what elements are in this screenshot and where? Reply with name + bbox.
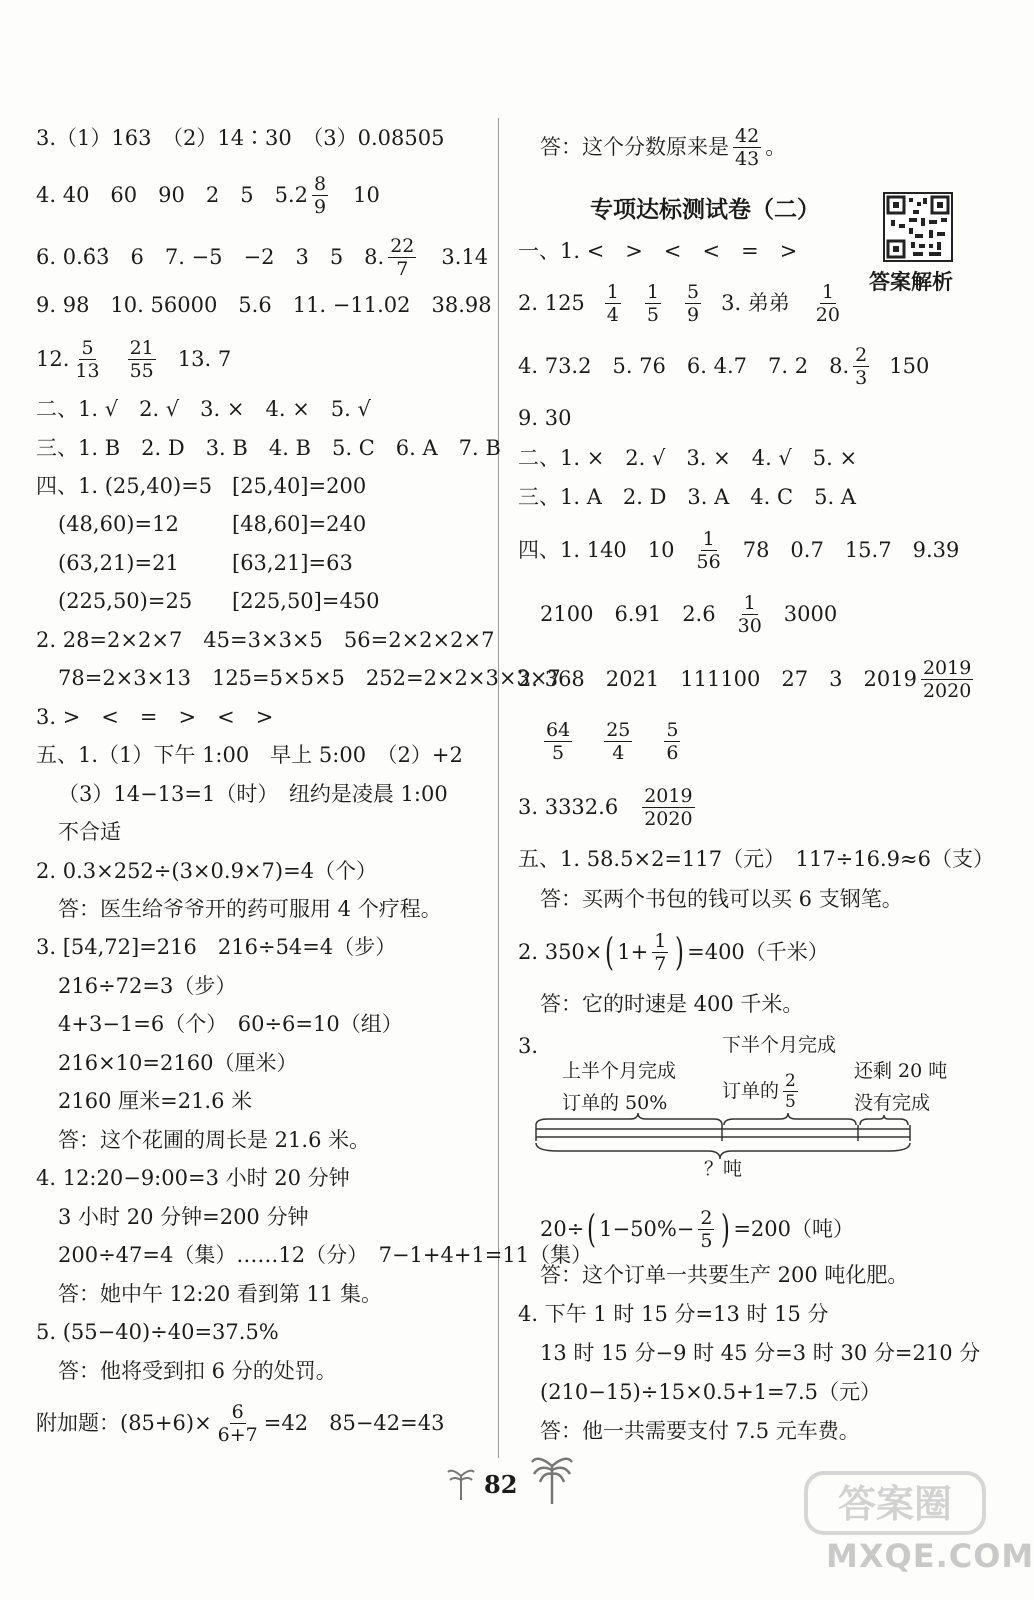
- answer-line: 四、1. 140 10 $\frac{1}{56}$ 78 0.7 15.7 9.39: [518, 527, 960, 573]
- answer-line: 9. 30: [518, 406, 572, 430]
- fraction: $\frac{1}{7}$: [654, 929, 667, 975]
- answer-line: 五、1. 58.5×2=117（元） 117÷16.9≈6（支）: [518, 847, 994, 871]
- answer-line: (63,21)=21: [58, 551, 179, 575]
- answer-line: [225,50]=450: [232, 589, 380, 613]
- page-number: 82: [484, 1470, 518, 1499]
- qr-label: 答案解析: [869, 270, 953, 294]
- answer-line: 答：他将受到扣 6 分的处罚。: [58, 1359, 337, 1383]
- fraction: $\frac{2019}{2020}$: [644, 784, 693, 830]
- answer-line: 2. 125 $\frac{1}{4}$ $\frac{1}{5}$ $\frac{5}{9}$ 3. 弟弟 $\frac{1}{20}$: [518, 280, 840, 326]
- segment-diagram: [518, 1025, 948, 1195]
- answer-line: 4. 12:20−9:00=3 小时 20 分钟: [36, 1166, 350, 1190]
- answer-line: 4. 下午 1 时 15 分=13 时 15 分: [518, 1302, 829, 1326]
- answer-line: 附加题：(85+6)× $\frac{6}{6+7}$ =42 85−42=43: [36, 1400, 445, 1446]
- answer-line: 3. [54,72]=216 216÷54=4（步）: [36, 935, 397, 959]
- answer-line: 2. 0.3×252÷(3×0.9×7)=4（个）: [36, 859, 378, 883]
- answer-line: 四、1. (25,40)=5: [36, 474, 213, 498]
- answer-line: 2. 368 2021 111100 27 3 2019 $\frac{2019}{2020}$: [518, 656, 972, 702]
- svg-text:答案圈: 答案圈: [837, 1482, 953, 1526]
- answer-line: 答：这个分数原来是 $\frac{42}{43}$ 。: [540, 124, 787, 170]
- diagram-label: 上半个月完成: [562, 1060, 677, 1082]
- fraction: $\frac{1}{20}$: [815, 280, 840, 326]
- fraction: $\frac{2019}{2020}$: [922, 656, 972, 702]
- answer-line: 3.（1）163 （2）14∶30 （3）0.08505: [36, 126, 445, 150]
- fraction: $\frac{6}{6+7}$: [217, 1400, 258, 1446]
- fraction: $\frac{25}{4}$: [606, 718, 631, 764]
- answer-line: 5. (55−40)÷40=37.5%: [36, 1320, 279, 1344]
- answer-line: 二、1. √ 2. √ 3. × 4. × 5. √: [36, 397, 371, 421]
- diagram-label: 订单的 $\frac{2}{5}$: [722, 1070, 796, 1112]
- answer-line: 216×10=2160（厘米）: [58, 1051, 298, 1075]
- answer-line: [540, 718, 684, 764]
- answer-line: 2100 6.91 2.6 $\frac{1}{30}$ 3000: [540, 591, 838, 637]
- fraction: $\frac{1}{5}$: [646, 280, 659, 326]
- fraction: $\frac{1}{56}$: [696, 527, 721, 573]
- answer-line: [25,40]=200: [232, 474, 367, 498]
- fraction: $\frac{8}{9}$: [314, 172, 327, 218]
- fraction: $\frac{5}{13}$: [75, 336, 100, 382]
- answer-line: 20÷ ( 1−50%− $\frac{2}{5}$ ) =200（吨）: [540, 1206, 854, 1252]
- diagram-label: 下半个月完成: [722, 1034, 837, 1056]
- diagram-label: 没有完成: [854, 1092, 931, 1114]
- fraction: $\frac{2}{5}$: [785, 1070, 796, 1112]
- answer-line: 五、1.（1）下午 1:00 早上 5:00 （2）+2: [36, 743, 463, 767]
- diagram-label: 还剩 20 吨: [854, 1060, 948, 1082]
- answer-line: [63,21]=63: [232, 551, 353, 575]
- answer-line: 6. 0.6̇3̇ 6 7. −5 −2 3 5 8. $\frac{22}{7}$ 3.14: [36, 234, 489, 280]
- answer-line: 13 时 15 分−9 时 45 分=3 时 30 分=210 分: [540, 1341, 981, 1365]
- answer-line: 12. $\frac{5}{13}$ $\frac{21}{55}$ 13. 7: [36, 336, 232, 382]
- answer-line: 答：这个花圃的周长是 21.6 米。: [58, 1128, 371, 1152]
- answer-line: 4. 73.2 5. 76 6. 4.7 7. 2 8. $\frac{2}{3}$ 150: [518, 343, 930, 389]
- answer-line: 三、1. B 2. D 3. B 4. B 5. C 6. A 7. B: [36, 436, 501, 460]
- answer-line: 3 小时 20 分钟=200 分钟: [58, 1205, 309, 1229]
- fraction: $\frac{5}{9}$: [686, 280, 700, 326]
- answer-line: 不合适: [58, 820, 121, 844]
- answer-line: (210−15)÷15×0.5+1=7.5（元）: [540, 1380, 882, 1404]
- fraction: $\frac{22}{7}$: [390, 234, 415, 280]
- answer-line: 3. 3332.6 $\frac{2019}{2020}$: [518, 784, 693, 830]
- answer-line: 2. 28=2×2×7 45=3×3×5 56=2×2×2×7: [36, 628, 495, 652]
- answer-line: [48,60]=240: [232, 512, 367, 536]
- fraction: $\frac{2}{5}$: [700, 1206, 713, 1252]
- answer-line: 答：医生给爷爷开的药可服用 4 个疗程。: [58, 897, 442, 921]
- fraction: $\frac{5}{6}$: [666, 718, 679, 764]
- answer-line: (48,60)=12: [58, 512, 179, 536]
- answer-line: 二、1. × 2. √ 3. × 4. √ 5. ×: [518, 446, 858, 470]
- answer-line: 4+3−1=6（个） 60÷6=10（组）: [58, 1012, 403, 1036]
- fraction: $\frac{1}{4}$: [606, 280, 619, 326]
- answer-line: (225,50)=25: [58, 589, 193, 613]
- answer-line: 4. 40 60 90 2 5 5. 2 $\frac{8}{9}$ 10: [36, 172, 380, 218]
- fraction: $\frac{2}{3}$: [855, 343, 868, 389]
- answer-line: 9. 98 10. 56000 5.6 11. −11.02 38.98: [36, 293, 492, 317]
- fraction: $\frac{64}{5}$: [546, 718, 571, 764]
- answer-line: 3. > < = > < >: [36, 705, 274, 729]
- fraction: $\frac{21}{55}$: [129, 336, 154, 382]
- answer-line: 3.: [518, 1034, 539, 1058]
- answer-line: 答：她中午 12:20 看到第 11 集。: [58, 1282, 382, 1306]
- fraction: $\frac{1}{30}$: [737, 591, 762, 637]
- answer-line: 三、1. A 2. D 3. A 4. C 5. A: [518, 485, 856, 509]
- palm-tree-icon: [530, 1452, 574, 1506]
- fraction: $\frac{42}{43}$: [735, 124, 760, 170]
- answer-line: 答：它的时速是 400 千米。: [540, 992, 804, 1016]
- answer-line: 216÷72=3（步）: [58, 974, 237, 998]
- answer-line: 答：他一共需要支付 7.5 元车费。: [540, 1419, 860, 1443]
- qr-code-icon[interactable]: [883, 192, 953, 262]
- watermark-logo: [800, 1465, 990, 1595]
- answer-line: 200÷47=4（集）……12（分） 7−1+4+1=11（集）: [58, 1243, 593, 1267]
- answer-line: 2160 厘米=21.6 米: [58, 1089, 253, 1113]
- answer-line: （3）14−13=1（时） 纽约是凌晨 1:00: [58, 782, 448, 806]
- answer-line: 答：买两个书包的钱可以买 6 支钢笔。: [540, 887, 903, 911]
- diagram-label: 订单的 50%: [562, 1092, 668, 1114]
- answer-line: 一、1. < > < < = >: [518, 239, 798, 263]
- palm-leaf-icon: [446, 1462, 476, 1502]
- answer-line: 2. 350× ( 1+ $\frac{1}{7}$ ) =400（千米）: [518, 929, 829, 975]
- answer-line: 78=2×3×13 125=5×5×5 252=2×2×3×3×7: [58, 666, 561, 690]
- answer-line: 答：这个订单一共要生产 200 吨化肥。: [540, 1263, 909, 1287]
- diagram-label: ？吨: [704, 1158, 743, 1180]
- watermark-text: MXQE.COM: [826, 1537, 1034, 1575]
- section-title: 专项达标测试卷（二）: [590, 197, 820, 223]
